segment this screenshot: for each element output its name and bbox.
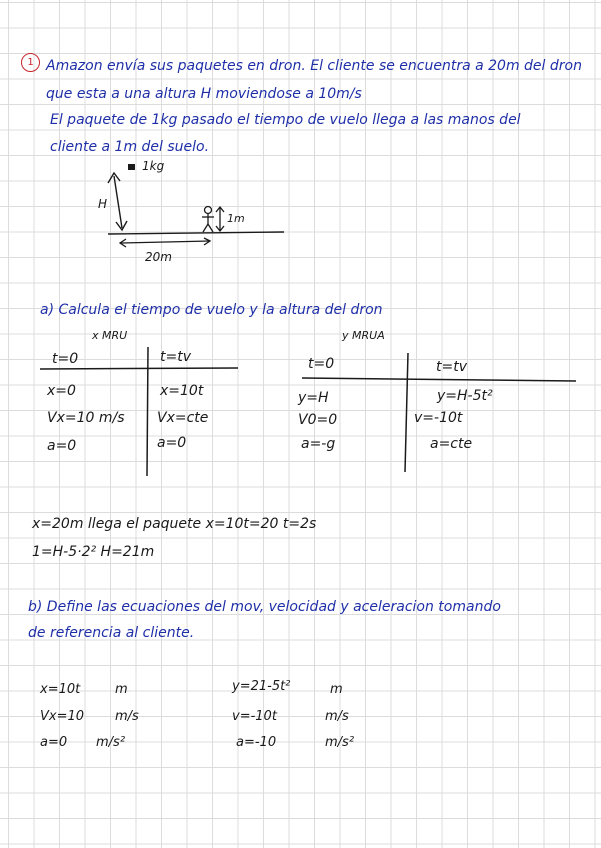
solution-line-2: 1=H-5·2² H=21m (32, 544, 155, 560)
y-table-cell: a=-g (301, 436, 336, 452)
x-table-cell: Vx=cte (157, 410, 209, 426)
equation-left-unit: m (115, 682, 128, 697)
y-table-cell: V0=0 (298, 412, 338, 428)
x-table-cell: a=0 (157, 435, 187, 451)
y-table-cell: v=-10t (414, 410, 463, 426)
sketch-mass-label: 1kg (142, 159, 165, 173)
equation-left: a=0 (40, 735, 68, 750)
sketch-distance-label: 20m (145, 250, 172, 264)
y-table-caption: y MRUA (342, 329, 385, 342)
equation-left: x=10t (40, 682, 81, 697)
equation-right-unit: m (330, 682, 343, 697)
y-table-cell: y=H-5t² (437, 388, 493, 404)
part-a-title: a) Calcula el tiempo de vuelo y la altura del dron (40, 302, 383, 318)
equation-right: y=21-5t² (232, 679, 291, 694)
equation-right-unit: m/s² (325, 735, 355, 750)
equation-right: a=-10 (236, 735, 277, 750)
equation-left: Vx=10 (40, 709, 85, 724)
x-table-cell: a=0 (47, 438, 77, 454)
y-table-header-1: t=0 (308, 356, 335, 372)
equation-left-unit: m/s² (96, 735, 126, 750)
x-table-cell: x=0 (47, 383, 76, 399)
x-table-cell: Vx=10 m/s (47, 410, 125, 426)
y-table-header-2: t=tv (436, 359, 467, 375)
problem-number-badge: 1 (21, 53, 40, 72)
statement-line-2: que esta a una altura H moviendose a 10m/s (46, 86, 362, 102)
x-table-header-1: t=0 (52, 351, 79, 367)
sketch-height-label: H (98, 197, 108, 211)
statement-line-4: cliente a 1m del suelo. (50, 139, 210, 155)
equation-left-unit: m/s (115, 709, 139, 724)
y-table-cell: a=cte (430, 436, 473, 452)
x-table-cell: x=10t (160, 383, 204, 399)
statement-line-1: Amazon envía sus paquetes en dron. El cliente se encuentra a 20m del dron (46, 58, 582, 74)
solution-line-1: x=20m llega el paquete x=10t=20 t=2s (32, 516, 317, 532)
statement-line-3: El paquete de 1kg pasado el tiempo de vuelo llega a las manos del (50, 112, 521, 128)
part-b-title-line-2: de referencia al cliente. (28, 625, 195, 641)
sketch-person-height-label: 1m (227, 212, 245, 225)
part-b-title-line-1: b) Define las ecuaciones del mov, velocidad y aceleracion tomando (28, 599, 501, 615)
y-table-cell: y=H (298, 390, 329, 406)
equation-right: v=-10t (232, 709, 277, 724)
equation-right-unit: m/s (325, 709, 349, 724)
x-table-header-2: t=tv (160, 349, 191, 365)
x-table-caption: x MRU (92, 329, 128, 342)
